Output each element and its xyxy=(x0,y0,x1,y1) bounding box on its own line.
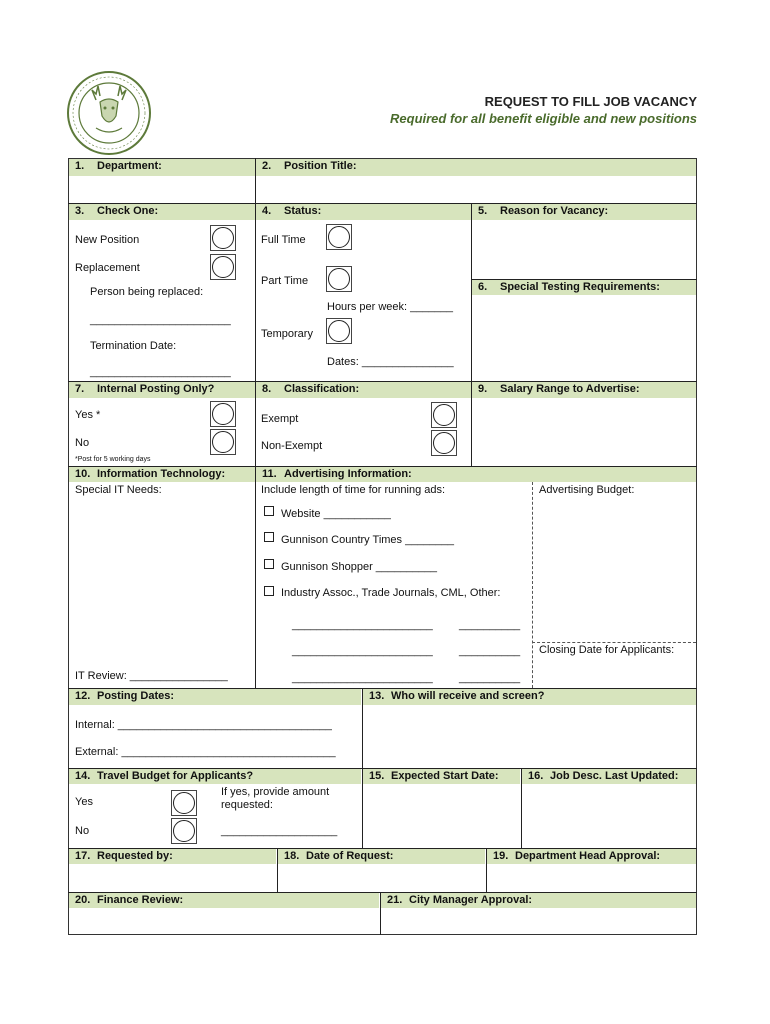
internal-posting-field[interactable]: Internal: ___________________________________ xyxy=(75,719,332,731)
internal-yes-radio[interactable] xyxy=(212,403,234,425)
travel-yes-radio[interactable] xyxy=(173,792,195,814)
check-one-header: 3. Check One: xyxy=(69,204,255,220)
internal-no-label: No xyxy=(75,437,90,449)
person-replaced-field[interactable]: _______________________ xyxy=(90,314,231,326)
other-line-1b[interactable]: __________ xyxy=(459,619,521,631)
reason-field[interactable] xyxy=(472,220,696,279)
travel-amount-field[interactable]: ___________________ xyxy=(221,825,338,837)
travel-budget-header: 14. Travel Budget for Applicants? xyxy=(69,769,361,784)
exempt-label: Exempt xyxy=(261,413,299,425)
position-title-header: 2. Position Title: xyxy=(256,159,696,176)
it-header: 10. Information Technology: xyxy=(69,467,255,482)
exempt-radio[interactable] xyxy=(433,404,455,426)
finance-review-field[interactable] xyxy=(69,908,379,934)
website-checkbox[interactable] xyxy=(264,506,274,516)
closing-date-label: Closing Date for Applicants: xyxy=(539,644,675,656)
shopper-label: Gunnison Shopper __________ xyxy=(281,561,437,573)
country-times-checkbox[interactable] xyxy=(264,532,274,542)
special-it-needs-label: Special IT Needs: xyxy=(75,484,162,496)
advertising-budget-label: Advertising Budget: xyxy=(539,484,635,496)
replacement-radio[interactable] xyxy=(212,256,234,278)
receive-screen-field[interactable] xyxy=(363,705,696,768)
it-review-field[interactable]: IT Review: ________________ xyxy=(75,670,228,682)
special-testing-field[interactable] xyxy=(472,295,696,381)
ads-include-label: Include length of time for running ads: xyxy=(261,484,446,496)
city-seal-logo xyxy=(66,70,152,156)
date-of-request-header: 18. Date of Request: xyxy=(278,849,485,864)
finance-review-header: 20. Finance Review: xyxy=(69,893,379,908)
form-subtitle: Required for all benefit eligible and new positions xyxy=(390,111,697,126)
city-manager-field[interactable] xyxy=(381,908,696,934)
termination-date-label: Termination Date: xyxy=(90,340,177,352)
requested-by-field[interactable] xyxy=(69,864,276,892)
position-title-field[interactable] xyxy=(256,176,696,203)
internal-yes-label: Yes * xyxy=(75,409,101,421)
job-desc-field[interactable] xyxy=(522,784,696,848)
form-title: REQUEST TO FILL JOB VACANCY xyxy=(484,94,697,109)
non-exempt-radio[interactable] xyxy=(433,432,455,454)
if-yes-label: If yes, provide amount xyxy=(221,786,330,798)
requested-label: requested: xyxy=(221,799,273,811)
salary-range-field[interactable] xyxy=(472,398,696,466)
website-label: Website ___________ xyxy=(281,508,391,520)
temporary-label: Temporary xyxy=(261,328,313,340)
other-line-1a[interactable]: _______________________ xyxy=(292,619,433,631)
shopper-checkbox[interactable] xyxy=(264,559,274,569)
external-posting-field[interactable]: External: ___________________________________ xyxy=(75,746,336,758)
new-position-label: New Position xyxy=(75,234,140,246)
dept-head-header: 19. Department Head Approval: xyxy=(487,849,696,864)
special-testing-header: 6. Special Testing Requirements: xyxy=(472,280,696,295)
requested-by-header: 17. Requested by: xyxy=(69,849,276,864)
salary-range-header: 9. Salary Range to Advertise: xyxy=(472,382,696,398)
internal-posting-header: 7. Internal Posting Only? xyxy=(69,382,255,398)
termination-date-field[interactable]: _______________________ xyxy=(90,366,231,378)
replacement-label: Replacement xyxy=(75,262,140,274)
other-line-3a[interactable]: _______________________ xyxy=(292,672,433,684)
industry-label: Industry Assoc., Trade Journals, CML, Other: xyxy=(281,587,501,599)
travel-no-label: No xyxy=(75,825,90,837)
country-times-label: Gunnison Country Times ________ xyxy=(281,534,455,546)
other-line-3b[interactable]: __________ xyxy=(459,672,521,684)
date-of-request-field[interactable] xyxy=(278,864,485,892)
posting-note: *Post for 5 working days xyxy=(75,456,151,463)
person-replaced-label: Person being replaced: xyxy=(90,286,204,298)
internal-no-radio[interactable] xyxy=(212,431,234,453)
other-line-2b[interactable]: __________ xyxy=(459,645,521,657)
receive-screen-header: 13. Who will receive and screen? xyxy=(363,689,696,705)
dept-field[interactable] xyxy=(69,176,255,203)
start-date-field[interactable] xyxy=(363,784,520,848)
part-time-radio[interactable] xyxy=(328,268,350,290)
full-time-label: Full Time xyxy=(261,234,306,246)
job-desc-header: 16. Job Desc. Last Updated: xyxy=(522,769,696,784)
travel-yes-label: Yes xyxy=(75,796,93,808)
temp-dates-field[interactable]: Dates: _______________ xyxy=(327,356,454,368)
status-header: 4. Status: xyxy=(256,204,471,220)
advertising-header: 11. Advertising Information: xyxy=(256,467,696,482)
full-time-radio[interactable] xyxy=(328,226,350,248)
hours-per-week-field[interactable]: Hours per week: _______ xyxy=(327,301,453,313)
posting-dates-header: 12. Posting Dates: xyxy=(69,689,361,705)
dept-head-field[interactable] xyxy=(487,864,696,892)
industry-checkbox[interactable] xyxy=(264,586,274,596)
other-line-2a[interactable]: _______________________ xyxy=(292,645,433,657)
travel-no-radio[interactable] xyxy=(173,820,195,842)
new-position-radio[interactable] xyxy=(212,227,234,249)
part-time-label: Part Time xyxy=(261,275,309,287)
non-exempt-label: Non-Exempt xyxy=(261,440,323,452)
dept-header: 1. Department: xyxy=(69,159,255,176)
classification-header: 8. Classification: xyxy=(256,382,471,398)
reason-header: 5. Reason for Vacancy: xyxy=(472,204,696,220)
city-manager-header: 21. City Manager Approval: xyxy=(381,893,696,908)
temporary-radio[interactable] xyxy=(328,320,350,342)
start-date-header: 15. Expected Start Date: xyxy=(363,769,520,784)
